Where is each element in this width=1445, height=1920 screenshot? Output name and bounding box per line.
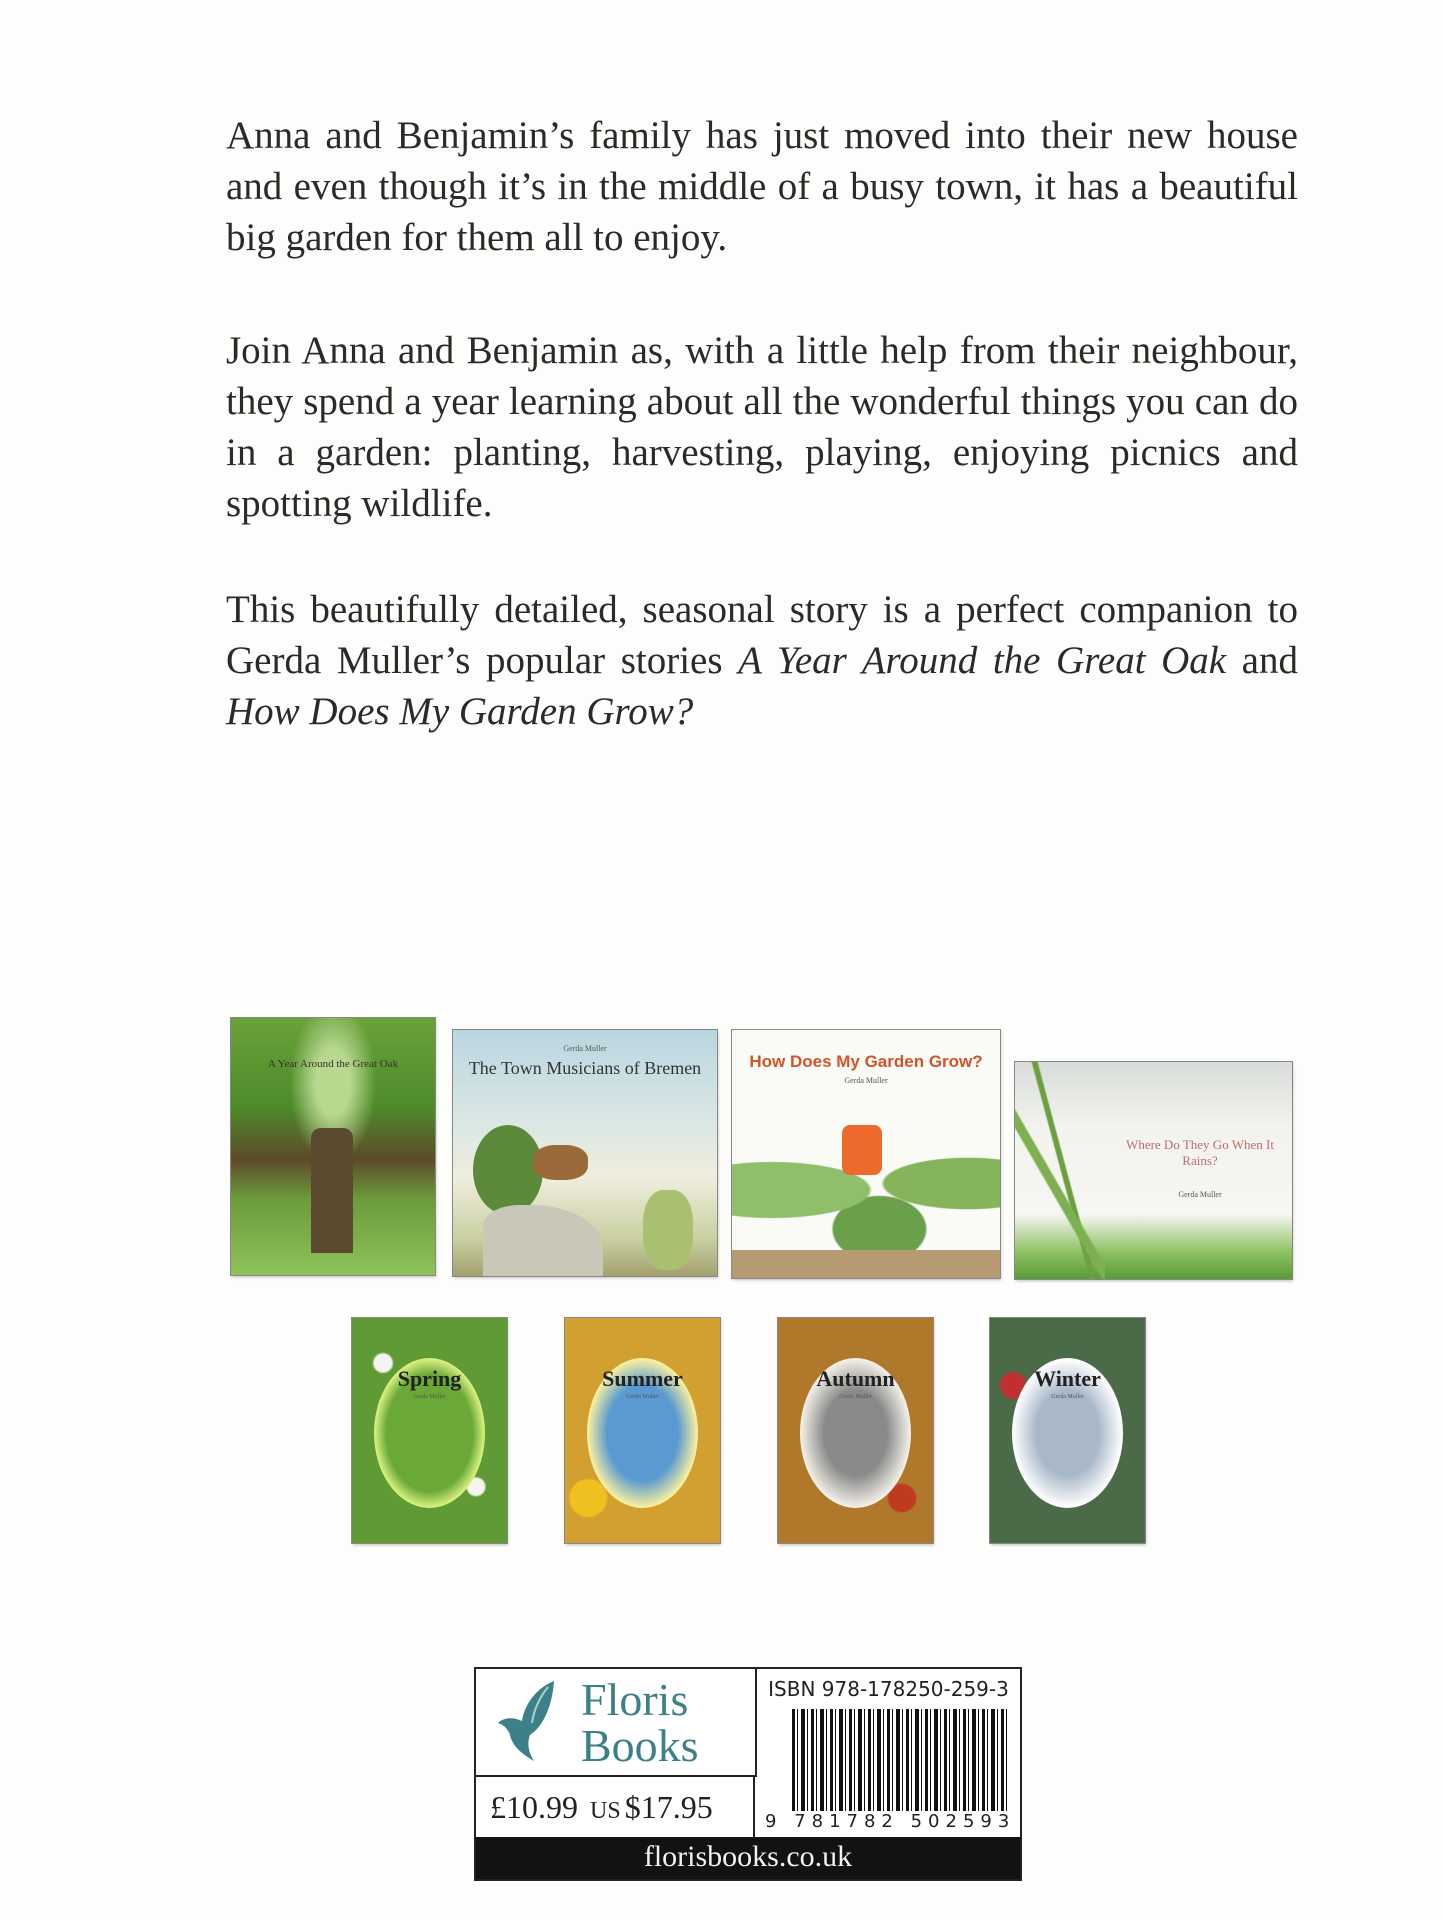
book-cover-spring [352,1318,507,1543]
publisher-imprint-box [474,1667,1022,1881]
ean-digits: 9 781782 502593 [765,1811,1016,1832]
isbn-number: ISBN 978-178250-259-3 [768,1677,1009,1701]
cover-author: Gerda Muller [839,1394,872,1400]
cover-author: Gerda Muller [1051,1394,1084,1400]
cover-title: Autumn [816,1366,895,1391]
blurb-text: This beautifully detailed, seasonal story is a perfect companion to Gerda Muller’s popular stories [226,588,1298,682]
tree-illustration [473,1125,543,1215]
dove-icon [494,1679,564,1764]
blurb-paragraph-2: Join Anna and Benjamin as, with a little help from their neighbour, they spend a year learning about all the wonderful things you can do in a garden: planting, harvesting, playing, enjoying picnics and spotting wildlife. [226,329,1298,525]
cover-title: Winter [1034,1366,1101,1391]
book-cover-winter [990,1318,1145,1543]
price-gbp: £10.99 [490,1789,578,1825]
blurb-paragraph-1: Anna and Benjamin’s family has just moved into their new house and even though it’s in the middle of a busy town, it has a beautiful big garden for them all to enjoy. [226,114,1298,259]
cover-author: Gerda Muller [1178,1190,1222,1199]
cover-title: How Does My Garden Grow? [749,1052,983,1071]
book-cover-town-musicians [453,1030,717,1276]
cover-author: Gerda Muller [413,1394,446,1400]
isbn-barcode [757,1669,1020,1837]
cover-title: The Town Musicians of Bremen [468,1058,702,1078]
cover-title: Summer [602,1366,683,1391]
price-usd: $17.95 [624,1789,713,1825]
cover-author: Gerda Muller [626,1394,659,1400]
price-us-label: US [590,1798,621,1824]
cover-title: Where Do They Go When It Rains? [1126,1137,1274,1168]
book-title-great-oak: A Year Around the Great Oak [738,639,1227,682]
cover-title: Spring [397,1366,462,1391]
publisher-name-line2: Books [581,1720,699,1771]
publisher-name-line1: Floris [581,1674,689,1725]
book-cover-when-it-rains [1015,1062,1292,1279]
blurb-text: and [1226,639,1298,682]
cover-title: A Year Around the Great Oak [267,1058,399,1070]
birch-illustration [643,1190,693,1270]
oak-tree-illustration [311,1128,353,1253]
girl-watering-illustration [842,1125,882,1175]
publisher-name [581,1674,699,1771]
book-cover-autumn [778,1318,933,1543]
cover-author: Gerda Muller [563,1044,607,1053]
barcode-graphic [792,1709,1007,1811]
book-cover-garden-grow [732,1030,1000,1278]
book-cover-great-oak [231,1018,435,1275]
book-title-garden-grow: How Does My Garden Grow? [226,690,694,733]
blurb-paragraph-3 [226,584,1298,737]
donkey-illustration [533,1145,588,1180]
rock-illustration [483,1205,603,1276]
grass-illustration [1015,1062,1105,1279]
price [476,1777,755,1837]
publisher-logo [476,1669,757,1777]
cover-author: Gerda Muller [844,1076,888,1085]
book-cover-summer [565,1318,720,1543]
publisher-website: florisbooks.co.uk [476,1837,1020,1879]
soil-illustration [732,1250,1000,1278]
